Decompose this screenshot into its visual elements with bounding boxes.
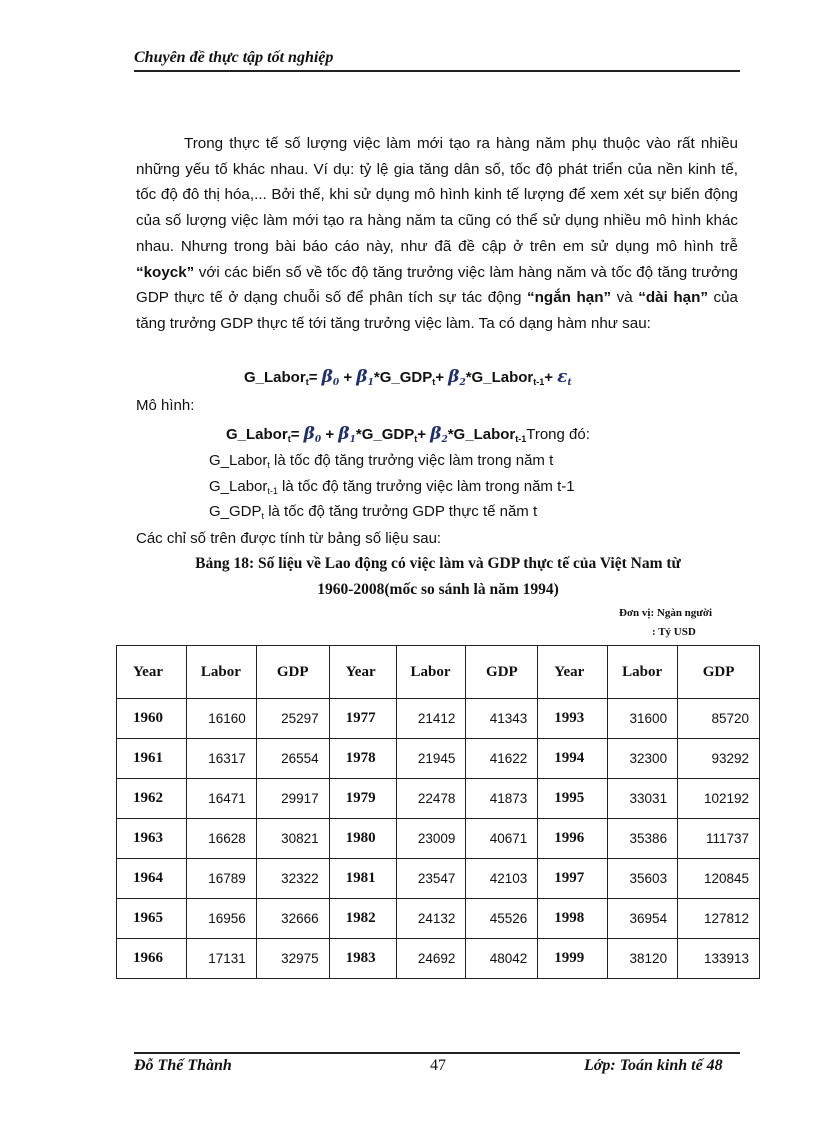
eq-lhs: G_Labor	[244, 369, 306, 386]
value-cell: 35603	[608, 859, 678, 899]
value-cell: 111737	[678, 819, 760, 859]
eq-sub: t	[567, 378, 572, 388]
column-header: Labor	[186, 646, 256, 699]
value-cell: 41873	[466, 779, 538, 819]
value-cell: 29917	[256, 779, 329, 819]
eq-labor-term: *G_Labor	[447, 426, 516, 443]
value-cell: 16160	[186, 699, 256, 739]
page-number: 47	[430, 1057, 446, 1074]
year-cell: 1963	[117, 819, 187, 859]
eq-gdp-term: *G_GDP	[373, 369, 433, 386]
year-cell: 1979	[329, 779, 396, 819]
table-row	[117, 699, 760, 739]
definition-line	[209, 452, 553, 470]
year-cell: 1966	[117, 939, 187, 979]
year-cell: 1983	[329, 939, 396, 979]
column-header: GDP	[466, 646, 538, 699]
calc-note: Các chỉ số trên được tính từ bảng số liệu sau:	[136, 530, 442, 547]
table-row	[117, 939, 760, 979]
eq-sub: 2	[441, 435, 448, 445]
beta2-symbol: β	[448, 367, 460, 387]
epsilon-symbol: ε	[557, 367, 568, 387]
paragraph-text: và	[611, 289, 639, 307]
value-cell: 24692	[396, 939, 466, 979]
eq-sub: 1	[367, 378, 374, 388]
year-cell: 1982	[329, 899, 396, 939]
def-sub: t	[267, 460, 270, 470]
labor-gdp-table	[116, 645, 760, 979]
footer-rule	[134, 1052, 740, 1054]
value-cell: 93292	[678, 739, 760, 779]
eq-sub: 0	[314, 435, 322, 445]
model-equation	[244, 367, 572, 388]
value-cell: 16317	[186, 739, 256, 779]
eq-sub: 2	[459, 378, 466, 388]
beta0-symbol: β	[321, 367, 333, 387]
value-cell: 24132	[396, 899, 466, 939]
table-caption-line1: Bảng 18: Số liệu về Lao động có việc làm và GDP thực tế của Việt Nam từ	[195, 555, 681, 572]
header-rule	[134, 70, 740, 72]
value-cell: 127812	[678, 899, 760, 939]
eq-sign: =	[290, 426, 304, 443]
eq-sub: t-1	[533, 377, 545, 387]
value-cell: 26554	[256, 739, 329, 779]
year-cell: 1965	[117, 899, 187, 939]
def-var: G_Labor	[209, 478, 268, 495]
value-cell: 16628	[186, 819, 256, 859]
year-cell: 1964	[117, 859, 187, 899]
eq-sign: =	[308, 369, 322, 386]
value-cell: 16471	[186, 779, 256, 819]
unit-labor: Đơn vị: Ngàn người	[619, 607, 713, 619]
table-row	[117, 779, 760, 819]
beta1-symbol: β	[356, 367, 368, 387]
value-cell: 40671	[466, 819, 538, 859]
value-cell: 48042	[466, 939, 538, 979]
eq-plus: +	[417, 426, 431, 443]
value-cell: 23547	[396, 859, 466, 899]
table-row	[117, 899, 760, 939]
table-row	[117, 819, 760, 859]
value-cell: 120845	[678, 859, 760, 899]
value-cell: 33031	[608, 779, 678, 819]
footer-author: Đỗ Thế Thành	[134, 1057, 232, 1074]
eq-sub: t	[414, 434, 418, 444]
term-koyck: “koyck”	[136, 263, 195, 281]
column-header: Year	[329, 646, 396, 699]
value-cell: 16789	[186, 859, 256, 899]
value-cell: 32322	[256, 859, 329, 899]
table-header-row	[117, 646, 760, 699]
value-cell: 25297	[256, 699, 329, 739]
def-text: là tốc độ tăng trưởng GDP thực tế năm t	[264, 503, 538, 520]
year-cell: 1980	[329, 819, 396, 859]
def-sub: t	[261, 511, 265, 521]
eq-labor-term: *G_Labor	[465, 369, 534, 386]
def-var: G_Labor	[209, 452, 268, 469]
year-cell: 1962	[117, 779, 187, 819]
year-cell: 1998	[538, 899, 608, 939]
model-label: Mô hình:	[136, 397, 195, 414]
table-row	[117, 739, 760, 779]
value-cell: 17131	[186, 939, 256, 979]
table-caption-line2: 1960-2008(mốc so sánh là năm 1994)	[317, 581, 559, 598]
value-cell: 41343	[466, 699, 538, 739]
eq-sub: 0	[332, 378, 340, 388]
paragraph-text: Trong thực tế số lượng việc làm mới tạo ra hàng năm phụ thuộc vào rất nhiều những yếu tố khác nhau. Ví dụ: tỷ lệ gia tăng dân số, tốc độ phát triển của nền kinh tế, tốc độ đô thị hóa,... Bởi thế, khi sử dụng mô hình kinh tế lượng để xem xét sự biến động của số lượng việc làm mới tạo ra hàng năm ta cũng có thể sử dụng nhiều mô hình khác nhau. Nhưng trong bài báo cáo này, như đã đề cập ở trên em sử dụng mô hình trễ	[136, 135, 738, 255]
year-cell: 1993	[538, 699, 608, 739]
value-cell: 21412	[396, 699, 466, 739]
eq-sub: t	[305, 377, 309, 387]
eq-plus: +	[339, 369, 357, 386]
year-cell: 1996	[538, 819, 608, 859]
def-text: là tốc độ tăng trưởng việc làm trong năm t	[269, 452, 554, 469]
table-body	[117, 646, 760, 979]
value-cell: 21945	[396, 739, 466, 779]
definition-line	[209, 478, 575, 496]
def-sub: t-1	[267, 486, 278, 496]
eq-sub: 1	[349, 435, 356, 445]
eq-gdp-term: *G_GDP	[355, 426, 415, 443]
value-cell: 42103	[466, 859, 538, 899]
year-cell: 1999	[538, 939, 608, 979]
page-header-title: Chuyên đề thực tập tốt nghiệp	[134, 49, 334, 66]
definition-line	[209, 503, 537, 521]
year-cell: 1961	[117, 739, 187, 779]
unit-gdp: : Tỷ USD	[652, 626, 696, 638]
eq-lhs: G_Labor	[226, 426, 288, 443]
paragraph-text: của tăng trưởng GDP thực tế tới tăng trưởng việc làm. Ta có dạng hàm như sau:	[136, 289, 738, 332]
value-cell: 23009	[396, 819, 466, 859]
def-text: là tốc độ tăng trưởng việc làm trong năm t-1	[277, 478, 575, 495]
intro-paragraph	[136, 131, 738, 337]
value-cell: 32666	[256, 899, 329, 939]
column-header: Labor	[608, 646, 678, 699]
year-cell: 1981	[329, 859, 396, 899]
year-cell: 1960	[117, 699, 187, 739]
column-header: GDP	[678, 646, 760, 699]
value-cell: 32975	[256, 939, 329, 979]
term-short-run: “ngắn hạn”	[527, 289, 612, 307]
value-cell: 102192	[678, 779, 760, 819]
def-var: G_GDP	[209, 503, 262, 520]
value-cell: 41622	[466, 739, 538, 779]
year-cell: 1977	[329, 699, 396, 739]
column-header: GDP	[256, 646, 329, 699]
value-cell: 22478	[396, 779, 466, 819]
eq-plus: +	[321, 426, 339, 443]
term-long-run: “dài hạn”	[638, 289, 708, 307]
value-cell: 31600	[608, 699, 678, 739]
where-label: Trong đó:	[526, 426, 590, 443]
value-cell: 133913	[678, 939, 760, 979]
value-cell: 16956	[186, 899, 256, 939]
column-header: Year	[538, 646, 608, 699]
column-header: Year	[117, 646, 187, 699]
column-header: Labor	[396, 646, 466, 699]
eq-plus: +	[435, 369, 449, 386]
year-cell: 1994	[538, 739, 608, 779]
value-cell: 45526	[466, 899, 538, 939]
eq-plus: +	[544, 369, 558, 386]
value-cell: 85720	[678, 699, 760, 739]
table-row	[117, 859, 760, 899]
model-equation-2	[226, 424, 590, 445]
value-cell: 30821	[256, 819, 329, 859]
beta2-symbol: β	[430, 424, 442, 444]
year-cell: 1995	[538, 779, 608, 819]
eq-sub: t	[287, 434, 291, 444]
year-cell: 1997	[538, 859, 608, 899]
value-cell: 35386	[608, 819, 678, 859]
value-cell: 36954	[608, 899, 678, 939]
paragraph-text: với các biến số về tốc độ tăng trưởng việc làm hàng năm và tốc độ tăng trưởng GDP thực tế ở dạng chuỗi số để phân tích sự tác động	[136, 263, 738, 307]
beta1-symbol: β	[338, 424, 350, 444]
eq-sub: t-1	[515, 434, 527, 444]
beta0-symbol: β	[303, 424, 315, 444]
year-cell: 1978	[329, 739, 396, 779]
value-cell: 32300	[608, 739, 678, 779]
footer-class: Lớp: Toán kinh tế 48	[584, 1057, 723, 1074]
eq-sub: t	[432, 377, 436, 387]
value-cell: 38120	[608, 939, 678, 979]
